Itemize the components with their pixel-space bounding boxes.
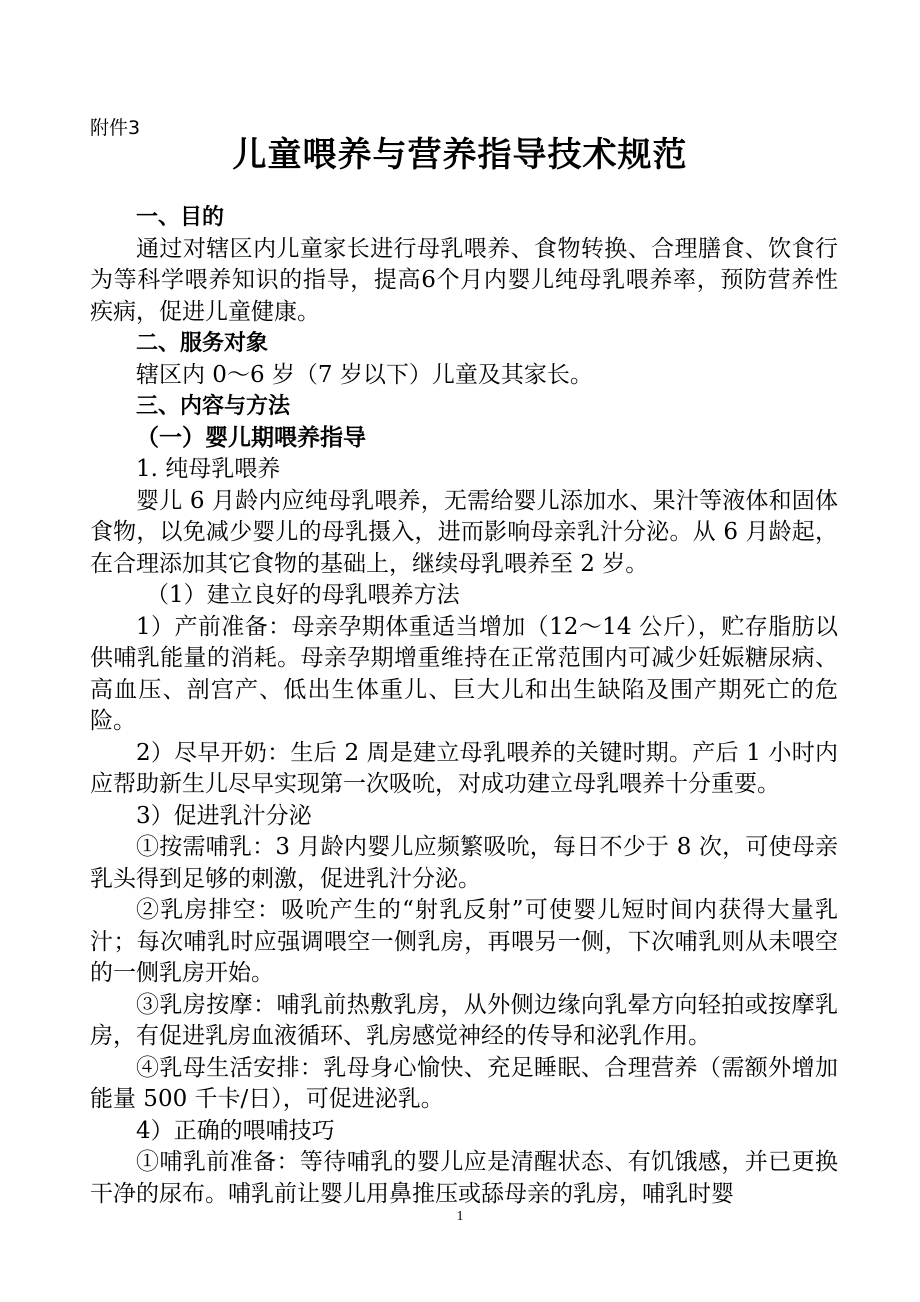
paragraph: ②乳房排空：吸吮产生的“射乳反射”可使婴儿短时间内获得大量乳汁；每次哺乳时应强调喂空一侧乳房，再喂另一侧，下次哺乳则从未喂空的一侧乳房开始。	[90, 897, 838, 986]
paragraph: 辖区内 0～6 岁（7 岁以下）儿童及其家长。	[136, 361, 593, 388]
paragraph: 通过对辖区内儿童家长进行母乳喂养、食物转换、合理膳食、饮食行为等科学喂养知识的指导，提高6个月内婴儿纯母乳喂养率，预防营养性疾病，促进儿童健康。	[90, 235, 838, 325]
subsection-heading-infant-feeding: （一）婴儿期喂养指导	[136, 424, 366, 451]
attachment-label: 附件3	[90, 117, 141, 139]
document-body	[90, 202, 838, 1210]
paragraph: ④乳母生活安排：乳母身心愉快、充足睡眠、合理营养（需额外增加能量 500 千卡/日），可促进泌乳。	[90, 1054, 838, 1112]
item-heading: 3）促进乳汁分泌	[136, 802, 312, 829]
paragraph: ①哺乳前准备：等待哺乳的婴儿应是清醒状态、有饥饿感，并已更换干净的尿布。哺乳前让婴儿用鼻推压或舔母亲的乳房，哺乳时婴	[90, 1149, 838, 1207]
paragraph: ①按需哺乳：3 月龄内婴儿应频繁吸吮，每日不少于 8 次，可使母亲乳头得到足够的刺激，促进乳汁分泌。	[90, 834, 838, 892]
item-heading: 4）正确的喂哺技巧	[136, 1117, 335, 1144]
paragraph: 1）产前准备：母亲孕期体重适当增加（12～14 公斤），贮存脂肪以供哺乳能量的消耗。母亲孕期增重维持在正常范围内可减少妊娠糖尿病、高血压、剖宫产、低出生体重儿、巨大儿和出生缺陷及围产期死亡的危险。	[90, 613, 838, 734]
item-heading: （1）建立良好的母乳喂养方法	[146, 582, 460, 608]
document-title: 儿童喂养与营养指导技术规范	[232, 135, 688, 175]
paragraph: 2）尽早开奶：生后 2 周是建立母乳喂养的关键时期。产后 1 小时内应帮助新生儿尽早实现第一次吸吮，对成功建立母乳喂养十分重要。	[90, 739, 838, 797]
page-number: 1	[456, 1209, 464, 1224]
section-heading-purpose: 一、目的	[136, 205, 225, 230]
section-heading-content-methods: 三、内容与方法	[136, 394, 291, 419]
paragraph: 婴儿 6 月龄内应纯母乳喂养，无需给婴儿添加水、果汁等液体和固体食物，以免减少婴儿的母乳摄入，进而影响母亲乳汁分泌。从 6 月龄起，在合理添加其它食物的基础上，继续母乳喂养至 2 岁。	[90, 487, 838, 577]
section-heading-service-target: 二、服务对象	[136, 331, 269, 356]
paragraph: ③乳房按摩：哺乳前热敷乳房，从外侧边缘向乳晕方向轻拍或按摩乳房，有促进乳房血液循环、乳房感觉神经的传导和泌乳作用。	[90, 991, 838, 1049]
item-heading: 1. 纯母乳喂养	[136, 456, 281, 482]
